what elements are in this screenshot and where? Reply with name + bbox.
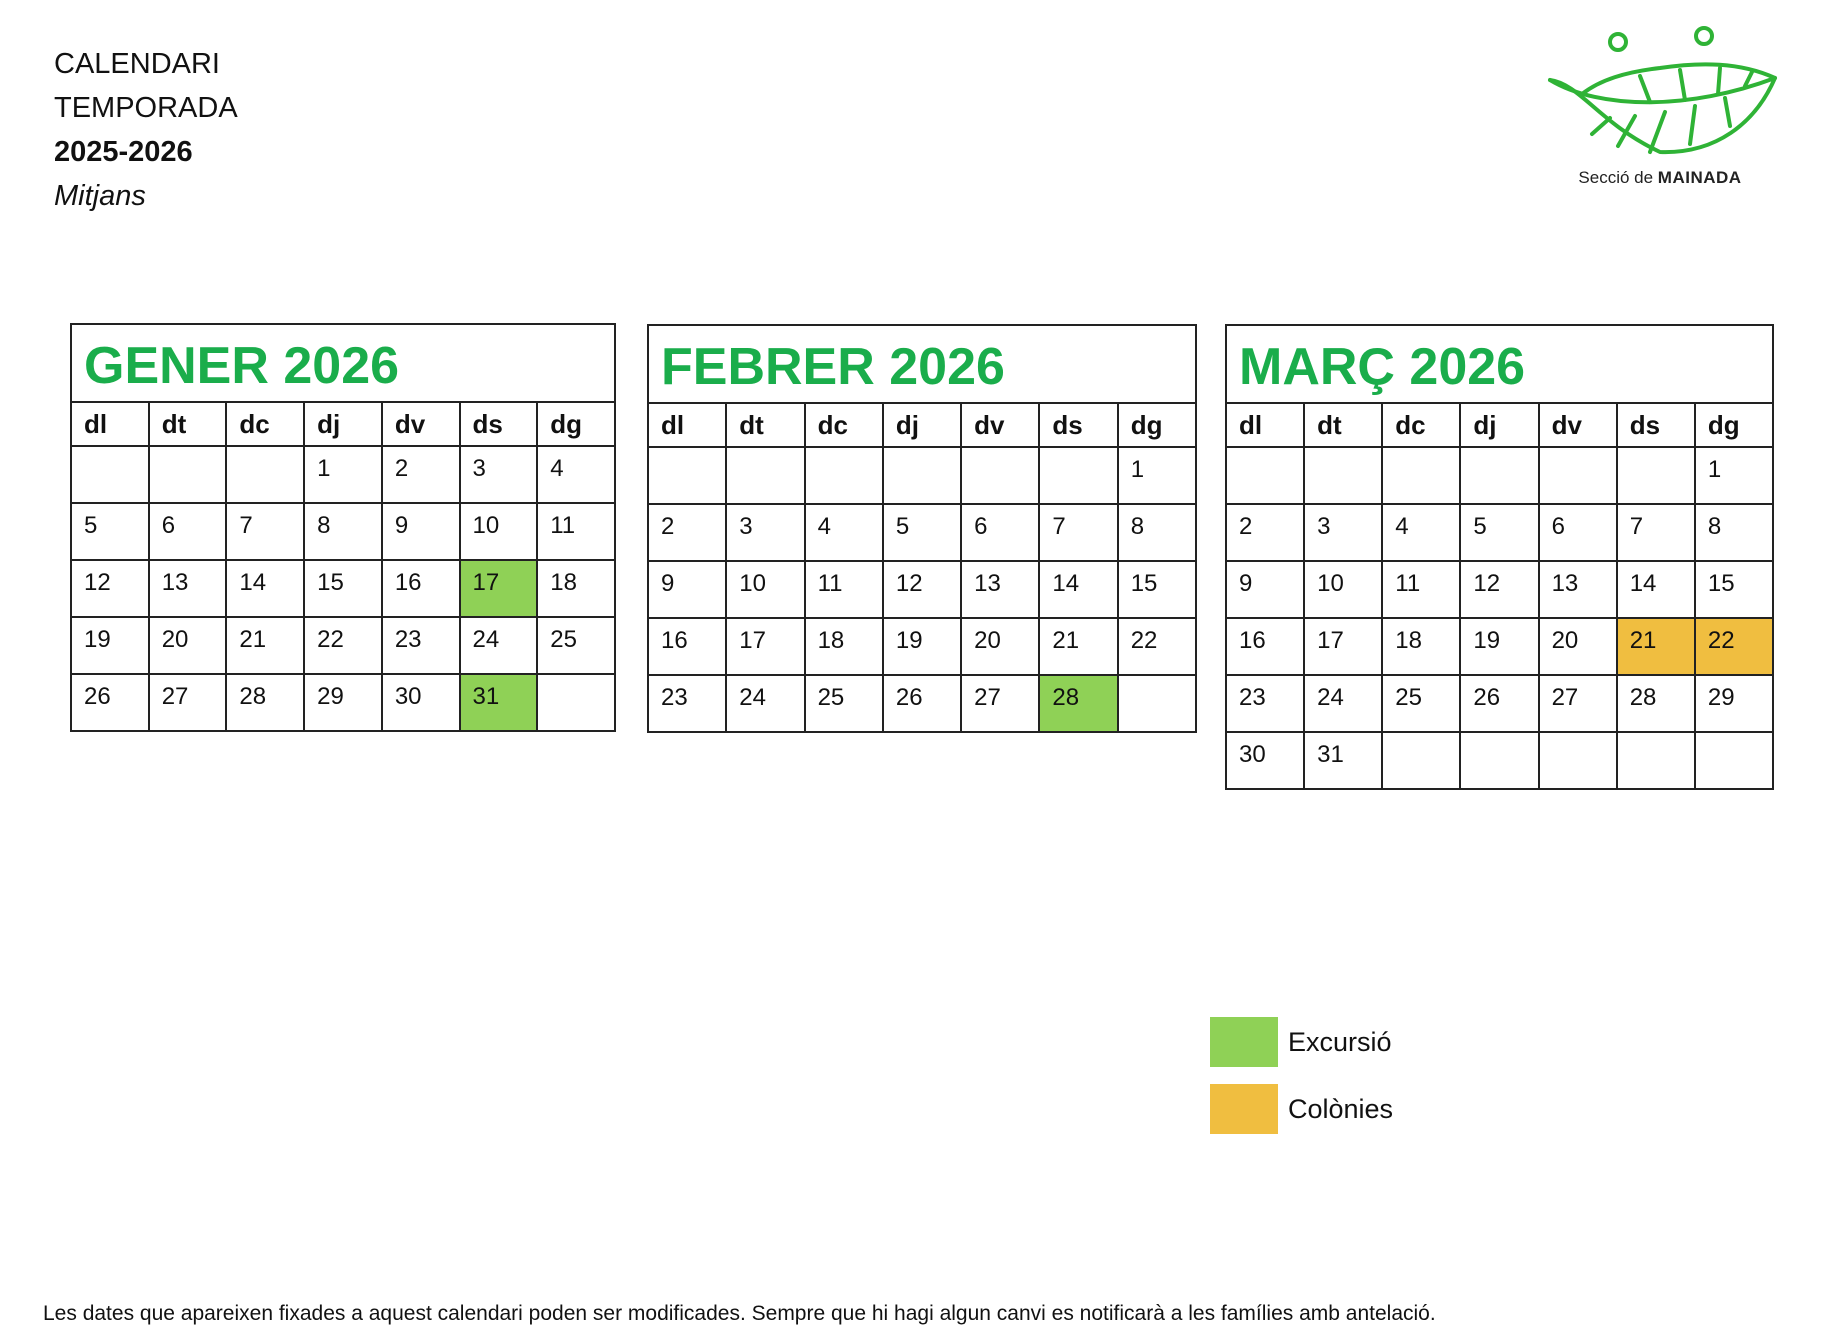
day-cell: 1 bbox=[1118, 447, 1196, 504]
empty-day-cell bbox=[1118, 675, 1196, 732]
week-row bbox=[1226, 618, 1773, 675]
logo-caption-prefix: Secció de bbox=[1578, 168, 1658, 187]
day-cell: 23 bbox=[648, 675, 726, 732]
empty-day-cell bbox=[1460, 732, 1538, 789]
day-cell: 16 bbox=[382, 560, 460, 617]
weekday-header: dg bbox=[537, 402, 615, 446]
logo-caption bbox=[1555, 168, 1765, 188]
empty-day-cell bbox=[805, 447, 883, 504]
day-cell: 5 bbox=[1460, 504, 1538, 561]
weekday-header: dv bbox=[961, 403, 1039, 447]
day-cell: 2 bbox=[648, 504, 726, 561]
day-cell: 26 bbox=[71, 674, 149, 731]
day-cell: 8 bbox=[1695, 504, 1773, 561]
day-cell: 2 bbox=[1226, 504, 1304, 561]
day-cell: 26 bbox=[1460, 675, 1538, 732]
day-cell: 3 bbox=[460, 446, 538, 503]
empty-day-cell bbox=[1617, 732, 1695, 789]
day-cell: 19 bbox=[883, 618, 961, 675]
day-cell: 22 bbox=[304, 617, 382, 674]
day-cell-colonies: 22 bbox=[1695, 618, 1773, 675]
day-cell: 1 bbox=[1695, 447, 1773, 504]
day-cell: 7 bbox=[1617, 504, 1695, 561]
day-cell: 4 bbox=[537, 446, 615, 503]
day-cell: 20 bbox=[1539, 618, 1617, 675]
empty-day-cell bbox=[726, 447, 804, 504]
day-cell: 31 bbox=[1304, 732, 1382, 789]
day-cell: 26 bbox=[883, 675, 961, 732]
day-cell: 9 bbox=[1226, 561, 1304, 618]
season-year: 2025-2026 bbox=[54, 136, 193, 168]
day-cell: 15 bbox=[1118, 561, 1196, 618]
day-cell: 15 bbox=[1695, 561, 1773, 618]
empty-day-cell bbox=[1539, 447, 1617, 504]
week-row bbox=[71, 503, 615, 560]
day-cell: 10 bbox=[1304, 561, 1382, 618]
day-cell: 4 bbox=[1382, 504, 1460, 561]
month-title: MARÇ 2026 bbox=[1226, 325, 1773, 403]
week-row bbox=[648, 675, 1196, 732]
week-row bbox=[648, 618, 1196, 675]
header-block bbox=[54, 42, 238, 218]
week-row bbox=[648, 447, 1196, 504]
day-cell: 25 bbox=[537, 617, 615, 674]
day-cell: 24 bbox=[726, 675, 804, 732]
legend-label-excursio: Excursió bbox=[1288, 1026, 1392, 1057]
week-row bbox=[1226, 447, 1773, 504]
empty-day-cell bbox=[149, 446, 227, 503]
week-row bbox=[1226, 504, 1773, 561]
empty-day-cell bbox=[226, 446, 304, 503]
empty-day-cell bbox=[1226, 447, 1304, 504]
day-cell: 18 bbox=[1382, 618, 1460, 675]
empty-day-cell bbox=[1039, 447, 1117, 504]
day-cell: 11 bbox=[805, 561, 883, 618]
day-cell: 29 bbox=[304, 674, 382, 731]
day-cell: 7 bbox=[1039, 504, 1117, 561]
empty-day-cell bbox=[883, 447, 961, 504]
empty-day-cell bbox=[1382, 732, 1460, 789]
day-cell-colonies: 21 bbox=[1617, 618, 1695, 675]
empty-day-cell bbox=[71, 446, 149, 503]
empty-day-cell bbox=[961, 447, 1039, 504]
day-cell: 14 bbox=[226, 560, 304, 617]
week-row bbox=[71, 446, 615, 503]
day-cell: 17 bbox=[1304, 618, 1382, 675]
day-cell: 11 bbox=[537, 503, 615, 560]
day-cell: 8 bbox=[304, 503, 382, 560]
weekday-header-row bbox=[71, 402, 615, 446]
day-cell: 16 bbox=[648, 618, 726, 675]
week-row bbox=[71, 617, 615, 674]
day-cell: 20 bbox=[961, 618, 1039, 675]
day-cell: 14 bbox=[1617, 561, 1695, 618]
day-cell: 24 bbox=[460, 617, 538, 674]
week-row bbox=[1226, 561, 1773, 618]
weekday-header: dt bbox=[1304, 403, 1382, 447]
weekday-header: ds bbox=[1039, 403, 1117, 447]
empty-day-cell bbox=[648, 447, 726, 504]
weekday-header: dj bbox=[304, 402, 382, 446]
day-cell: 1 bbox=[304, 446, 382, 503]
week-row bbox=[71, 560, 615, 617]
day-cell: 18 bbox=[537, 560, 615, 617]
weekday-header: dj bbox=[1460, 403, 1538, 447]
week-row bbox=[648, 504, 1196, 561]
weekday-header: dg bbox=[1695, 403, 1773, 447]
day-cell: 19 bbox=[1460, 618, 1538, 675]
legend-item-colonies bbox=[1210, 1084, 1393, 1134]
day-cell: 30 bbox=[1226, 732, 1304, 789]
empty-day-cell bbox=[1460, 447, 1538, 504]
day-cell: 12 bbox=[71, 560, 149, 617]
day-cell-excursio: 17 bbox=[460, 560, 538, 617]
day-cell: 19 bbox=[71, 617, 149, 674]
weekday-header-row bbox=[1226, 403, 1773, 447]
day-cell: 25 bbox=[1382, 675, 1460, 732]
legend-item-excursio bbox=[1210, 1017, 1393, 1067]
day-cell: 15 bbox=[304, 560, 382, 617]
day-cell: 14 bbox=[1039, 561, 1117, 618]
day-cell: 13 bbox=[1539, 561, 1617, 618]
empty-day-cell bbox=[1304, 447, 1382, 504]
calendar-month bbox=[70, 323, 616, 732]
day-cell: 5 bbox=[883, 504, 961, 561]
day-cell: 12 bbox=[1460, 561, 1538, 618]
calendar-month bbox=[647, 324, 1197, 733]
weekday-header-row bbox=[648, 403, 1196, 447]
logo-caption-bold: MAINADA bbox=[1657, 168, 1742, 187]
day-cell: 9 bbox=[382, 503, 460, 560]
day-cell: 27 bbox=[149, 674, 227, 731]
month-title: GENER 2026 bbox=[71, 324, 615, 402]
header-line-calendari: CALENDARI bbox=[54, 48, 220, 80]
weekday-header: dj bbox=[883, 403, 961, 447]
week-row bbox=[648, 561, 1196, 618]
empty-day-cell bbox=[1382, 447, 1460, 504]
day-cell: 2 bbox=[382, 446, 460, 503]
weekday-header: dt bbox=[726, 403, 804, 447]
empty-day-cell bbox=[1695, 732, 1773, 789]
empty-day-cell bbox=[537, 674, 615, 731]
week-row bbox=[1226, 675, 1773, 732]
day-cell: 10 bbox=[726, 561, 804, 618]
legend-swatch-colonies bbox=[1210, 1084, 1278, 1134]
weekday-header: dl bbox=[648, 403, 726, 447]
day-cell: 9 bbox=[648, 561, 726, 618]
day-cell: 13 bbox=[149, 560, 227, 617]
legend bbox=[1210, 1017, 1393, 1151]
day-cell-excursio: 28 bbox=[1039, 675, 1117, 732]
weekday-header: ds bbox=[460, 402, 538, 446]
day-cell: 28 bbox=[226, 674, 304, 731]
day-cell: 6 bbox=[149, 503, 227, 560]
day-cell: 3 bbox=[1304, 504, 1382, 561]
day-cell: 21 bbox=[226, 617, 304, 674]
weekday-header: dv bbox=[382, 402, 460, 446]
day-cell: 23 bbox=[382, 617, 460, 674]
day-cell: 8 bbox=[1118, 504, 1196, 561]
week-row bbox=[1226, 732, 1773, 789]
day-cell: 11 bbox=[1382, 561, 1460, 618]
legend-label-colonies: Colònies bbox=[1288, 1093, 1394, 1124]
day-cell: 6 bbox=[1539, 504, 1617, 561]
day-cell: 13 bbox=[961, 561, 1039, 618]
footer-note: Les dates que apareixen fixades a aquest calendari poden ser modificades. Sempre que hi hagi algun canvi es notificarà a les famílies amb antelació. bbox=[43, 1302, 1436, 1325]
day-cell-excursio: 31 bbox=[460, 674, 538, 731]
weekday-header: dl bbox=[1226, 403, 1304, 447]
day-cell: 7 bbox=[226, 503, 304, 560]
day-cell: 27 bbox=[1539, 675, 1617, 732]
week-row bbox=[71, 674, 615, 731]
day-cell: 29 bbox=[1695, 675, 1773, 732]
weekday-header: dl bbox=[71, 402, 149, 446]
day-cell: 10 bbox=[460, 503, 538, 560]
weekday-header: dv bbox=[1539, 403, 1617, 447]
day-cell: 4 bbox=[805, 504, 883, 561]
weekday-header: dt bbox=[149, 402, 227, 446]
day-cell: 20 bbox=[149, 617, 227, 674]
calendar-month bbox=[1225, 324, 1774, 790]
weekday-header: dc bbox=[226, 402, 304, 446]
day-cell: 25 bbox=[805, 675, 883, 732]
day-cell: 21 bbox=[1039, 618, 1117, 675]
day-cell: 24 bbox=[1304, 675, 1382, 732]
weekday-header: dg bbox=[1118, 403, 1196, 447]
day-cell: 5 bbox=[71, 503, 149, 560]
day-cell: 12 bbox=[883, 561, 961, 618]
day-cell: 3 bbox=[726, 504, 804, 561]
header-line-temporada: TEMPORADA bbox=[54, 92, 238, 124]
day-cell: 22 bbox=[1118, 618, 1196, 675]
day-cell: 17 bbox=[726, 618, 804, 675]
day-cell: 16 bbox=[1226, 618, 1304, 675]
legend-swatch-excursio bbox=[1210, 1017, 1278, 1067]
weekday-header: ds bbox=[1617, 403, 1695, 447]
weekday-header: dc bbox=[805, 403, 883, 447]
day-cell: 18 bbox=[805, 618, 883, 675]
day-cell: 28 bbox=[1617, 675, 1695, 732]
day-cell: 27 bbox=[961, 675, 1039, 732]
day-cell: 23 bbox=[1226, 675, 1304, 732]
empty-day-cell bbox=[1539, 732, 1617, 789]
day-cell: 6 bbox=[961, 504, 1039, 561]
weekday-header: dc bbox=[1382, 403, 1460, 447]
group-name: Mitjans bbox=[54, 180, 146, 212]
month-title: FEBRER 2026 bbox=[648, 325, 1196, 403]
empty-day-cell bbox=[1617, 447, 1695, 504]
day-cell: 30 bbox=[382, 674, 460, 731]
